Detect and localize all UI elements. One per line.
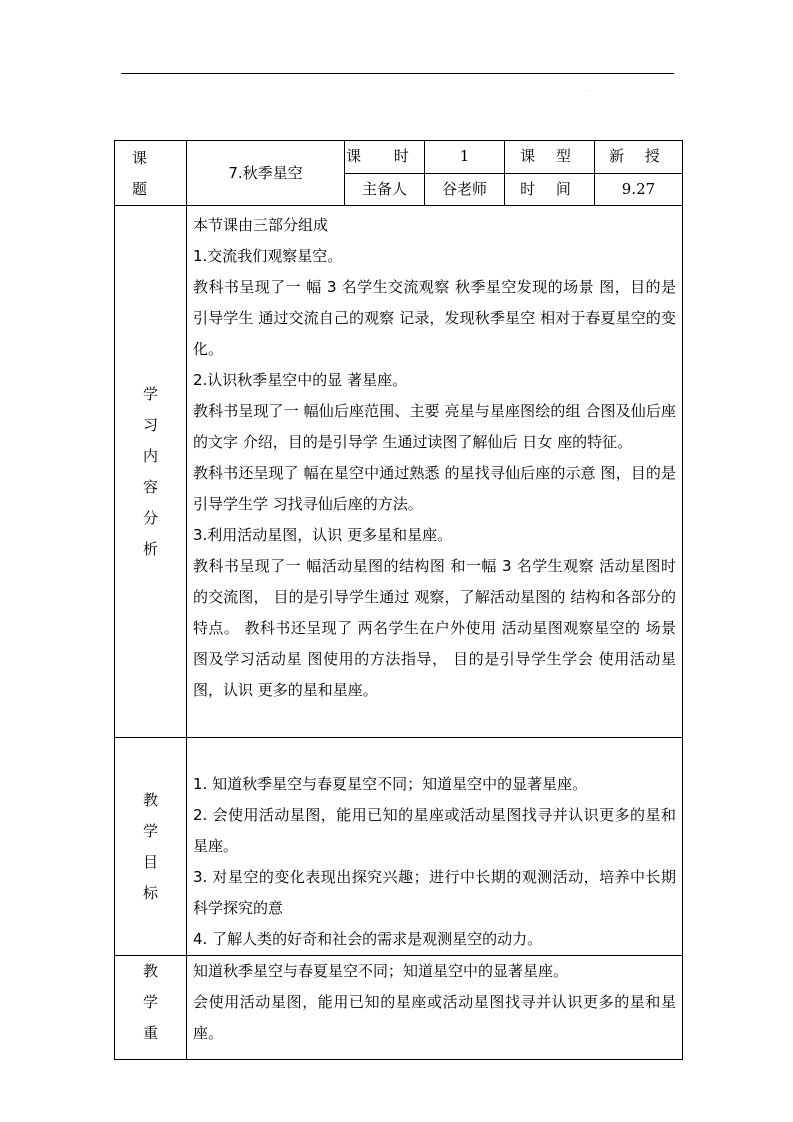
- type-label-cell: [505, 141, 595, 174]
- analysis-label-cell: [115, 206, 187, 738]
- key-points-label-cell: [115, 956, 187, 1060]
- analysis-label-char: 分: [142, 508, 158, 527]
- objectives-label-cell: [115, 738, 187, 956]
- analysis-paragraph: 本节课由三部分组成: [193, 216, 329, 234]
- topic-label: 课 题: [131, 149, 169, 198]
- analysis-paragraph: 1.交流我们观察星空。: [193, 247, 343, 265]
- type-label: 课 型: [520, 147, 579, 166]
- topic-value-cell: [187, 141, 345, 206]
- topic-label-cell: [115, 141, 187, 206]
- key-points-label-char: 学: [142, 993, 158, 1011]
- type-value-cell: [595, 141, 683, 174]
- analysis-paragraph: 3.利用活动星图，认识 更多星和星座。: [193, 526, 453, 544]
- key-point-item: 会使用活动星图，能用已知的星座或活动星图找寻并认识更多的星和星座。: [193, 993, 676, 1042]
- preparer-label: 主备人: [361, 179, 407, 198]
- lesson-plan-table: [114, 140, 683, 1060]
- preparer-value-cell: [425, 173, 505, 206]
- analysis-paragraph: 教科书呈现了一 幅 3 名学生交流观察 秋季星空发现的场景 图，目的是引导学生 通过交流自己的观察 记录，发现秋季星空 相对于春夏星空的变化。: [193, 278, 676, 358]
- analysis-paragraph: 教科书呈现了一 幅活动星图的结构图 和一幅 3 名学生观察 活动星图时的交流图， 目的是引导学生通过 观察，了解活动星图的 结构和各部分的特点。 教科书还呈现了 两名学生在户外使用 活动星图观察星空的 场景图及学习活动星 图使用的方法指导， 目的是引导学生学会 使用活动星图，认识 更多的星和星座。: [193, 557, 676, 699]
- time-value-cell: [595, 173, 683, 206]
- topic-value: 7.秋季星空: [228, 163, 303, 182]
- objectives-label-char: 学: [142, 821, 158, 840]
- preparer-label-cell: [345, 173, 425, 206]
- time-label-cell: [505, 173, 595, 206]
- analysis-label-char: 内: [142, 446, 158, 465]
- header-rule: [121, 73, 674, 74]
- time-value: 9.27: [621, 179, 656, 198]
- key-points-content: [187, 956, 683, 1060]
- time-label: 时 间: [520, 179, 579, 198]
- type-value: 新 授: [609, 147, 668, 166]
- analysis-content: [187, 206, 683, 738]
- period-value-cell: [425, 141, 505, 174]
- period-value: 1: [459, 147, 470, 166]
- objectives-content: [187, 738, 683, 956]
- objectives-label-char: 标: [142, 883, 158, 902]
- objective-item: 2. 会使用活动星图，能用已知的星座或活动星图找寻并认识更多的星和星座。: [193, 806, 676, 855]
- analysis-label-char: 容: [142, 477, 158, 496]
- period-label-cell: [345, 141, 425, 174]
- preparer-value: 谷老师: [441, 179, 487, 198]
- objective-item: 3. 对星空的变化表现出探究兴趣；进行中长期的观测活动，培养中长期科学探究的意: [193, 868, 676, 917]
- analysis-label-char: 析: [142, 539, 158, 558]
- period-label: 课 时: [346, 147, 423, 166]
- analysis-label-char: 学: [142, 384, 158, 403]
- analysis-paragraph: 2.认识秋季星空中的显 著星座。: [193, 371, 408, 389]
- objectives-label-char: 目: [142, 852, 158, 871]
- objectives-label-char: 教: [142, 790, 158, 809]
- analysis-paragraph: 教科书呈现了一 幅仙后座范围、主要 亮星与星座图绘的组 合图及仙后座的文字 介绍，目的是引导学 生通过读图了解仙后 日女 座的特征。: [193, 402, 676, 451]
- key-points-label-char: 教: [142, 962, 158, 980]
- objective-item: 4. 了解人类的好奇和社会的需求是观测星空的动力。: [193, 930, 543, 948]
- analysis-label-char: 习: [142, 415, 158, 434]
- objective-item: 1. 知道秋季星空与春夏星空不同；知道星空中的显著星座。: [193, 775, 588, 793]
- key-points-label-char: 重: [142, 1024, 158, 1042]
- key-point-item: 知道秋季星空与春夏星空不同；知道星空中的显著星座。: [193, 962, 569, 980]
- analysis-paragraph: 教科书还呈现了 幅在星空中通过熟悉 的星找寻仙后座的示意 图，目的是引导学生学 习找寻仙后座的方法。: [193, 464, 676, 513]
- header-mark: .: [589, 86, 591, 93]
